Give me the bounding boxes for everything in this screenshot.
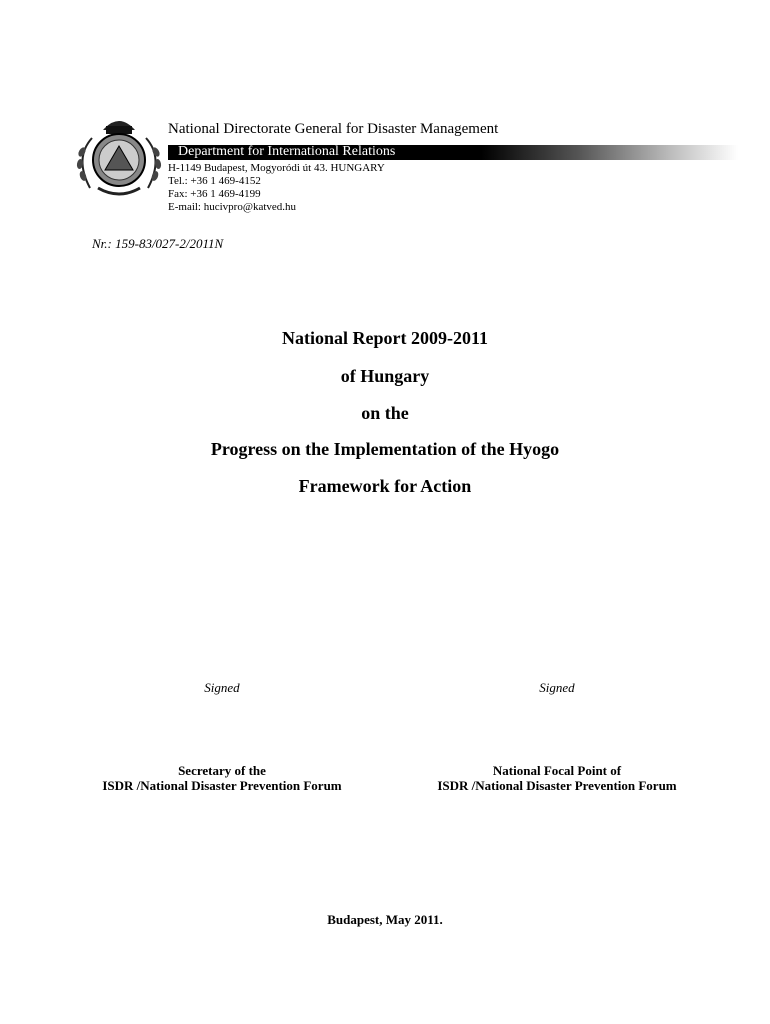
right-signed-label: Signed — [539, 680, 575, 695]
title-line-2: of Hungary — [340, 366, 430, 386]
disaster-management-emblem-icon — [70, 108, 168, 200]
title-line-3: on the — [361, 403, 409, 423]
fax-line: Fax: +36 1 469-4199 — [168, 188, 261, 200]
department-banner — [168, 145, 738, 160]
right-role-line-2: ISDR /National Disaster Prevention Forum — [437, 778, 677, 793]
left-role-line-2: ISDR /National Disaster Prevention Forum — [102, 778, 342, 793]
right-signatory-role — [397, 763, 717, 793]
title-line-1: National Report 2009-2011 — [282, 328, 488, 348]
department-name: Department for International Relations — [178, 144, 396, 159]
reference-number: Nr.: 159-83/027-2/2011N — [92, 236, 224, 251]
left-signed-label: Signed — [204, 680, 240, 695]
left-signatory-role — [72, 763, 372, 793]
title-line-5: Framework for Action — [298, 476, 472, 496]
organization-name: National Directorate General for Disaster Management — [168, 121, 499, 137]
email-line: E-mail: hucivpro@katved.hu — [168, 201, 297, 213]
right-role-line-1: National Focal Point of — [492, 763, 622, 778]
title-line-4: Progress on the Implementation of the Hyogo — [210, 439, 560, 459]
place-and-date: Budapest, May 2011. — [327, 912, 443, 927]
left-role-line-1: Secretary of the — [178, 763, 266, 778]
address-line: H-1149 Budapest, Mogyoródi út 43. HUNGARY — [168, 162, 385, 174]
contact-block — [168, 162, 385, 214]
telephone-line: Tel.: +36 1 469-4152 — [168, 175, 261, 187]
